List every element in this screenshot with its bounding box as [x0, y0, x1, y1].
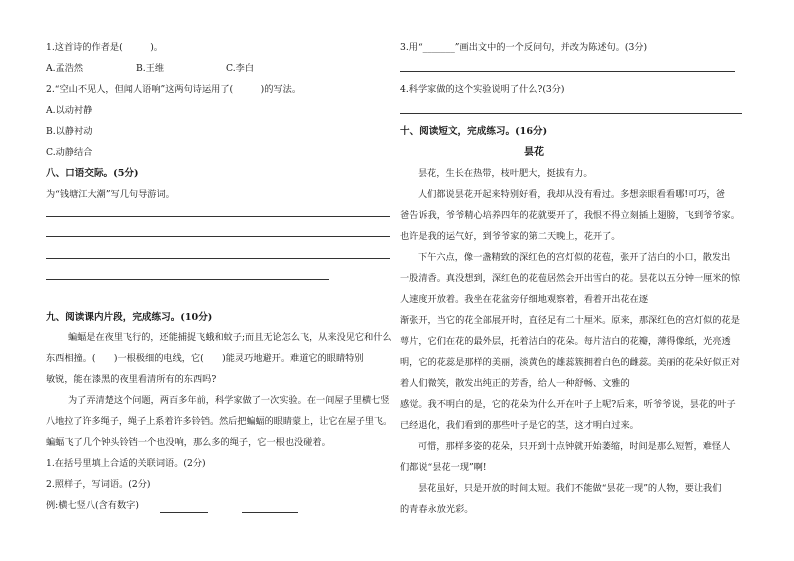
sub-question-2: 2.照样子，写词语。(2分) — [46, 479, 151, 490]
passage-line: 为了弄清楚这个问题，两百多年前，科学家做了一次实验。在一间屋子里横七竖 — [68, 395, 390, 406]
answer-blank — [160, 512, 208, 513]
essay-line: 下午六点，像一盏精致的深红色的宫灯似的花苞，张开了洁白的小口，散发出 — [418, 252, 731, 263]
sub-question-1: 1.在括号里填上合适的关联词语。(2分) — [46, 458, 206, 469]
essay-title: 昙花 — [524, 147, 544, 158]
q2-option-b: B.以静衬动 — [46, 126, 93, 137]
q1-option-b: B.王维 — [136, 63, 165, 74]
passage-line: 敏锐，能在漆黑的夜里看清所有的东西吗? — [46, 374, 217, 385]
essay-line: 着人们微笑，散发出纯正的芳香，给人一种舒畅、文雅的 — [400, 378, 630, 389]
section-9-title: 九、阅读课内片段，完成练习。(10分) — [46, 312, 213, 323]
section-10-title: 十、阅读短文，完成练习。(16分) — [400, 126, 548, 137]
answer-line — [46, 216, 390, 217]
essay-line: 感觉。我不明白的是，它的花朵为什么开在叶子上呢?后来，听爷爷说，昙花的叶子 — [400, 399, 736, 410]
essay-line: 们都说“昙花一现”啊! — [400, 462, 487, 473]
essay-line: 昙花虽好，只是开放的时间太短。我们不能做“昙花一现”的人物，要让我们 — [418, 483, 722, 494]
answer-line — [400, 113, 742, 114]
essay-line: 明，它的花蕊是那样的美丽，淡黄色的雄蕊簇拥着白色的雌蕊。美丽的花朵好似正对 — [400, 357, 740, 368]
essay-line: 昙花，生长在热带，枝叶肥大，挺拔有力。 — [418, 168, 593, 179]
answer-blank — [242, 512, 298, 513]
question-4: 4.科学家做的这个实验说明了什么?(3分) — [400, 84, 565, 95]
answer-line — [46, 258, 390, 259]
example-word: 例:横七竖八(含有数字) — [46, 500, 139, 511]
essay-line: 爸告诉我，爷爷精心培养四年的花就要开了，我恨不得立刻插上翅膀，飞到爷爷家。 — [400, 210, 740, 221]
essay-line: 人速度开放着。我坐在花盆旁仔细地观察着，看着开出花在逐 — [400, 294, 649, 305]
q1-option-a: A.孟浩然 — [46, 63, 84, 74]
section-8-title: 八、口语交际。(5分) — [46, 168, 139, 179]
passage-line: 蝙蝠飞了几个钟头铃铛一个也没响，那么多的绳子，它一根也没碰着。 — [46, 437, 331, 448]
q1-option-c: C.李白 — [226, 63, 254, 74]
answer-line — [46, 279, 329, 280]
answer-line — [400, 71, 735, 72]
answer-line — [46, 236, 390, 237]
essay-line: 可惜，那样多姿的花朵，只开到十点钟就开始萎缩，时间是那么短暂，难怪人 — [418, 441, 731, 452]
section-8-prompt: 为“钱塘江大潮”写几句导游词。 — [46, 189, 175, 200]
essay-line: 萼片，它们在花的最外层，托着洁白的花朵。每片洁白的花瓣，薄得像纸，光亮透 — [400, 336, 731, 347]
question-1: 1.这首诗的作者是( )。 — [46, 42, 163, 53]
essay-line: 人们都说昙花开起来特别好看，我却从没有看过。多想亲眼看看哪!可巧，爸 — [418, 189, 725, 200]
essay-line: 也许是我的运气好，到爷爷家的第二天晚上，花开了。 — [400, 231, 621, 242]
question-3: 3.用“_______”画出文中的一个反问句，并改为陈述句。(3分) — [400, 42, 648, 53]
essay-line: 一股清香。真没想到，深红色的花苞居然会开出雪白的花。昙花以五分钟一厘米的惊 — [400, 273, 740, 284]
passage-line: 八地拉了许多绳子，绳子上系着许多铃铛。然后把蝙蝠的眼睛蒙上，让它在屋子里飞。 — [46, 417, 393, 427]
essay-line: 渐张开，当它的花全部展开时，直径足有二十厘米。原来，那深红色的宫灯似的花是 — [400, 315, 740, 326]
passage-line: 蝙蝠是在夜里飞行的，还能捕捉飞蛾和蚊子;而且无论怎么飞，从来没见它和什么 — [68, 332, 392, 343]
q2-option-c: C.动静结合 — [46, 147, 93, 158]
q2-option-a: A.以动衬静 — [46, 105, 93, 116]
essay-line: 已经退化，我们看到的那些叶子是它的茎，这才明白过来。 — [400, 420, 639, 431]
question-2: 2.“空山不见人，但闻人语响”这两句诗运用了( )的写法。 — [46, 84, 302, 95]
essay-line: 的青春永放光彩。 — [400, 504, 474, 515]
passage-line: 东西相撞。( )一根极细的电线，它( )能灵巧地避开。难道它的眼睛特别 — [46, 353, 364, 364]
